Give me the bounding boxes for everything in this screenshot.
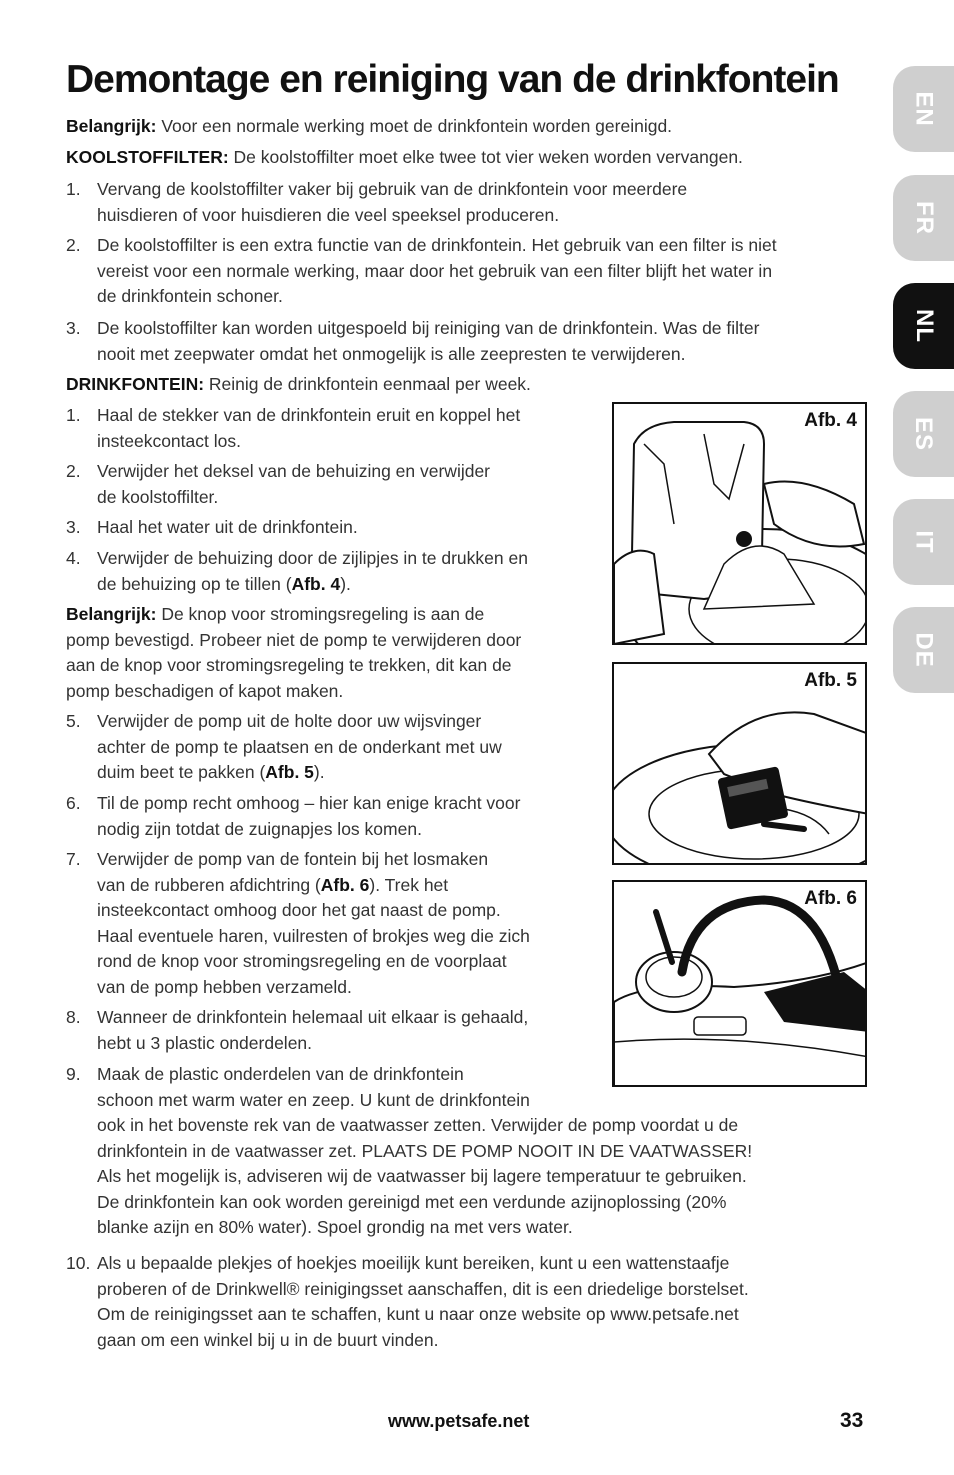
list-line: ook in het bovenste rek van de vaatwasser zetten. Verwijder de pomp voordat u de (97, 1115, 739, 1135)
important-line: pomp bevestigd. Probeer niet de pomp te verwijderen door (66, 629, 522, 650)
list-number: 2. (66, 235, 81, 255)
list-line: drinkfontein in de vaatwasser zet. PLAATS DE POMP NOOIT IN DE VAATWASSER! (97, 1140, 753, 1161)
important-note (66, 114, 672, 140)
fountain-text: Reinig de drinkfontein eenmaal per week. (204, 374, 531, 394)
list-number: 5. (66, 711, 81, 731)
list-line: de koolstoffilter. (97, 486, 219, 507)
list-number: 4. (66, 548, 81, 568)
figure-5-caption: Afb. 5 (804, 670, 857, 691)
important-label: Belangrijk: (66, 604, 157, 624)
carbon-filter-label: KOOLSTOFFILTER: (66, 147, 229, 167)
figure-6-illustration (614, 882, 867, 1087)
list-line: De drinkfontein kan ook worden gereinigd met een verdunde azijnoplossing (20% (97, 1191, 727, 1212)
list-number: 9. (66, 1064, 81, 1084)
list-line: huisdieren of voor huisdieren die veel speeksel produceren. (97, 204, 560, 225)
list-line: Om de reinigingsset aan te schaffen, kunt u naar onze website op www.petsafe.net (97, 1304, 739, 1324)
list-line: de behuizing op te tillen (Afb. 4). (97, 573, 351, 594)
list-line: De koolstoffilter is een extra functie van de drinkfontein. Het gebruik van een filter is niet (97, 235, 777, 255)
list-number: 10. (66, 1253, 91, 1273)
list-number: 3. (66, 517, 81, 537)
list-line: gaan om een winkel bij u in de buurt vinden. (97, 1329, 439, 1350)
tab-en-label: EN (910, 91, 938, 127)
list-line: van de pomp hebben verzameld. (97, 976, 352, 997)
list-line: Haal het water uit de drinkfontein. (97, 517, 358, 537)
list-number: 6. (66, 793, 81, 813)
tab-es-label: ES (910, 416, 938, 452)
list-line: Wanneer de drinkfontein helemaal uit elkaar is gehaald, (97, 1007, 529, 1027)
tab-fr[interactable] (893, 175, 954, 261)
list-line: rond de knop voor stromingsregeling en de voorplaat (97, 951, 507, 971)
list-line: Haal eventuele haren, vuilresten of brokjes weg die zich (97, 925, 530, 946)
page-title: Demontage en reiniging van de drinkfontein (66, 58, 839, 101)
list-line: De koolstoffilter kan worden uitgespoeld bij reiniging van de drinkfontein. Was de filter (97, 318, 760, 338)
list-line: achter de pomp te plaatsen en de onderkant met uw (97, 736, 502, 757)
tab-fr-label: FR (910, 201, 938, 235)
list-number: 1. (66, 179, 81, 199)
list-line: insteekcontact los. (97, 430, 241, 451)
list-line: hebt u 3 plastic onderdelen. (97, 1032, 313, 1053)
tab-de[interactable] (893, 607, 954, 693)
list-line: nooit met zeepwater omdat het onmogelijk is alle zeepresten te verwijderen. (97, 343, 686, 364)
list-line: Maak de plastic onderdelen van de drinkfontein (97, 1064, 464, 1084)
list-line: schoon met warm water en zeep. U kunt de drinkfontein (97, 1089, 530, 1110)
list-line: duim beet te pakken (Afb. 5). (97, 762, 325, 782)
list-number: 3. (66, 318, 81, 338)
list-line: Til de pomp recht omhoog – hier kan enige kracht voor (97, 793, 521, 813)
list-line: de drinkfontein schoner. (97, 286, 283, 306)
tab-es[interactable] (893, 391, 954, 477)
figure-4-caption: Afb. 4 (804, 410, 857, 431)
list-line: Haal de stekker van de drinkfontein eruit en koppel het (97, 405, 521, 425)
list-number: 2. (66, 461, 81, 481)
carbon-filter-text: De koolstoffilter moet elke twee tot vier weken worden vervangen. (228, 147, 743, 167)
figure-reference: Afb. 6 (320, 874, 370, 895)
figure-6 (612, 880, 867, 1087)
important-line: aan de knop voor stromingsregeling te trekken, dit kan de (66, 655, 512, 675)
list-line: blanke azijn en 80% water). Spoel grondig na met vers water. (97, 1217, 573, 1237)
figure-4 (612, 402, 867, 645)
figure-6-caption: Afb. 6 (804, 888, 857, 909)
page-number: 33 (840, 1409, 864, 1432)
list-line: Verwijder de pomp uit de holte door uw wijsvinger (97, 711, 482, 731)
list-line: nodig zijn totdat de zuignapjes los komen. (97, 818, 422, 839)
tab-de-label: DE (910, 632, 938, 668)
list-number: 1. (66, 405, 81, 425)
important-line: De knop voor stromingsregeling is aan de (156, 604, 485, 624)
tab-it-label: IT (910, 530, 938, 554)
carbon-filter-heading (66, 145, 743, 171)
list-line: proberen of de Drinkwell® reinigingsset aanschaffen, dit is een driedelige borstelset. (97, 1278, 749, 1299)
important-label: Belangrijk: (66, 116, 157, 136)
important-line: pomp beschadigen of kapot maken. (66, 680, 344, 701)
tab-it[interactable] (893, 499, 954, 585)
list-line: insteekcontact omhoog door het gat naast de pomp. (97, 900, 501, 920)
tab-nl-label: NL (910, 309, 938, 343)
list-number: 7. (66, 849, 81, 869)
list-line: Verwijder het deksel van de behuizing en verwijder (97, 461, 491, 481)
list-line: Vervang de koolstoffilter vaker bij gebruik van de drinkfontein voor meerdere (97, 179, 688, 199)
list-line: van de rubberen afdichtring (Afb. 6). Trek het (97, 874, 449, 895)
list-line: Als u bepaalde plekjes of hoekjes moeilijk kunt bereiken, kunt u een wattenstaafje (97, 1253, 730, 1273)
figure-reference: Afb. 5 (265, 762, 314, 782)
fountain-label: DRINKFONTEIN: (66, 374, 205, 394)
figure-reference: Afb. 4 (291, 573, 341, 594)
list-number: 8. (66, 1007, 81, 1027)
tab-en[interactable] (893, 66, 954, 152)
figure-5 (612, 662, 867, 865)
fountain-heading (66, 372, 531, 398)
list-line: Als het mogelijk is, adviseren wij de vaatwasser bij lagere temperatuur te gebruiken. (97, 1166, 747, 1186)
important-text: Voor een normale werking moet de drinkfontein worden gereinigd. (156, 116, 673, 136)
list-line: Verwijder de behuizing door de zijlipjes in te drukken en (97, 548, 528, 568)
list-line: Verwijder de pomp van de fontein bij het losmaken (97, 849, 489, 869)
important-note-pump (66, 602, 606, 704)
figure-5-illustration (614, 664, 867, 865)
footer-website[interactable]: www.petsafe.net (388, 1411, 530, 1431)
tab-nl[interactable] (893, 283, 954, 369)
figure-4-illustration (614, 404, 867, 645)
list-line: vereist voor een normale werking, maar door het gebruik van een filter blijft het water in (97, 260, 773, 281)
